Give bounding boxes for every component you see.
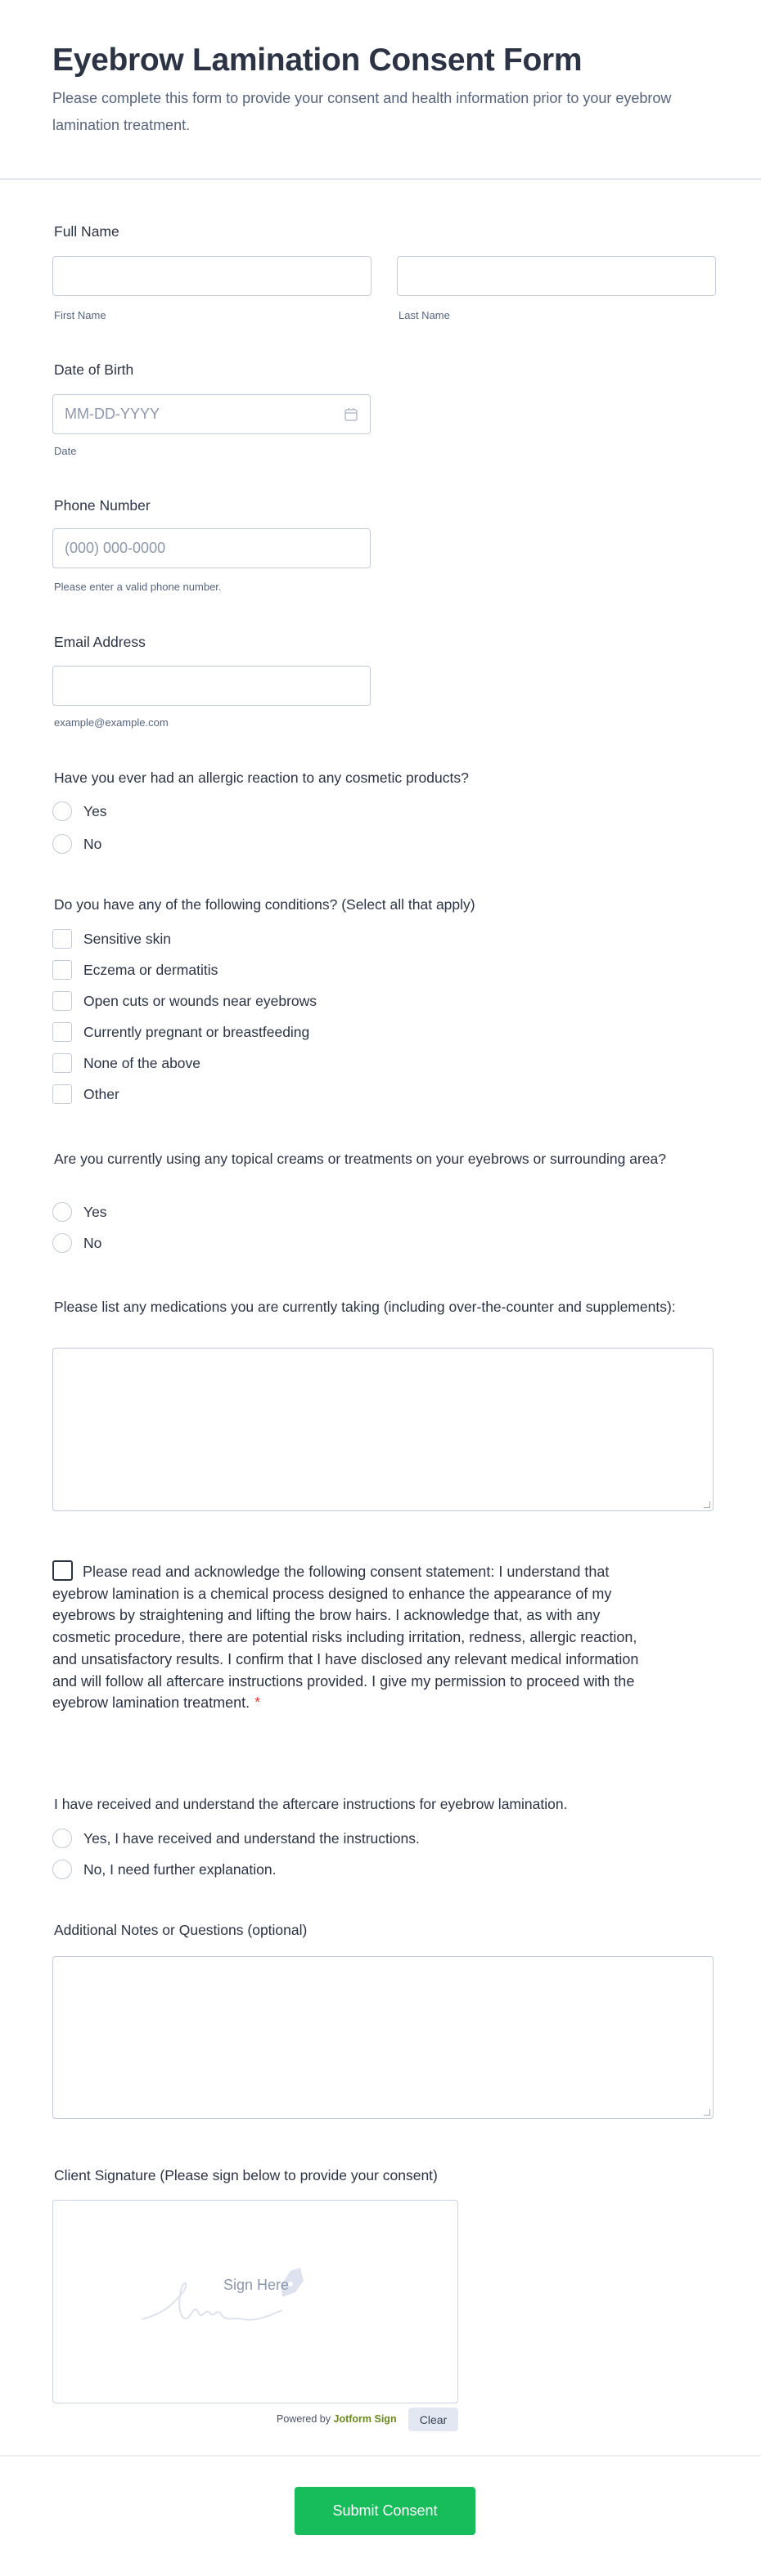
aftercare-question: I have received and understand the aftercare instructions for eyebrow lamination.: [54, 1796, 568, 1812]
email-label: Email Address: [54, 634, 146, 650]
notes-textarea[interactable]: [52, 1956, 714, 2119]
first-name-sublabel: First Name: [54, 309, 106, 321]
radio-button[interactable]: [52, 801, 72, 821]
clear-signature-button[interactable]: Clear: [408, 2408, 458, 2431]
submit-button[interactable]: Submit Consent: [295, 2487, 475, 2535]
checkbox[interactable]: [52, 960, 72, 980]
page-subtitle: Please complete this form to provide your consent and health information prior to your eyebrow lamination treatment.: [52, 90, 672, 133]
powered-by[interactable]: [277, 2413, 397, 2425]
condition-option[interactable]: [52, 1084, 119, 1105]
radio-button[interactable]: [52, 1202, 72, 1222]
medications-question: Please list any medications you are currently taking (including over-the-counter and supplements):: [54, 1299, 676, 1315]
option-label: None of the above: [83, 1054, 201, 1071]
dob-sublabel: Date: [54, 445, 77, 457]
page-title: Eyebrow Lamination Consent Form: [52, 43, 583, 78]
header-divider: [0, 178, 761, 180]
checkbox[interactable]: [52, 1053, 72, 1073]
topical-option-no[interactable]: [52, 1232, 101, 1254]
phone-sublabel: Please enter a valid phone number.: [54, 581, 222, 593]
first-name-input[interactable]: [52, 256, 371, 296]
consent-statement[interactable]: [52, 1560, 642, 1714]
powered-by-text: Powered by: [277, 2413, 331, 2425]
radio-button[interactable]: [52, 1233, 72, 1253]
allergic-question: Have you ever had an allergic reaction to any cosmetic products?: [54, 770, 469, 786]
notes-label: Additional Notes or Questions (optional): [54, 1922, 308, 1938]
signature-label: Client Signature (Please sign below to provide your consent): [54, 2167, 438, 2183]
resize-handle[interactable]: [704, 2109, 710, 2116]
option-label: Open cuts or wounds near eyebrows: [83, 992, 317, 1009]
aftercare-option-yes[interactable]: [52, 1828, 420, 1849]
option-label: Currently pregnant or breastfeeding: [83, 1023, 310, 1040]
medications-textarea[interactable]: [52, 1348, 714, 1511]
condition-option[interactable]: [52, 928, 171, 949]
phone-placeholder: (000) 000-0000: [65, 540, 166, 556]
option-label: Other: [83, 1085, 119, 1102]
allergic-option-yes[interactable]: [52, 801, 107, 822]
option-label: Sensitive skin: [83, 930, 171, 947]
jotform-sign-link[interactable]: Jotform Sign: [333, 2413, 397, 2425]
last-name-input[interactable]: [397, 256, 716, 296]
sign-here-placeholder: Sign Here: [223, 2277, 290, 2293]
footer-divider: [0, 2455, 761, 2457]
radio-button[interactable]: [52, 1860, 72, 1879]
option-label: No: [83, 1234, 102, 1251]
calendar-icon[interactable]: [344, 407, 358, 422]
radio-button[interactable]: [52, 1829, 72, 1848]
option-label: No, I need further explanation.: [83, 1860, 277, 1878]
last-name-sublabel: Last Name: [399, 309, 450, 321]
option-label: Eczema or dermatitis: [83, 961, 218, 978]
phone-label: Phone Number: [54, 497, 151, 514]
aftercare-option-no[interactable]: [52, 1859, 276, 1880]
option-label: Yes: [83, 802, 107, 819]
email-input[interactable]: [52, 666, 371, 706]
topical-question: Are you currently using any topical creams or treatments on your eyebrows or surrounding area?: [54, 1151, 667, 1167]
email-sublabel: example@example.com: [54, 716, 169, 729]
condition-option[interactable]: [52, 1052, 200, 1074]
resize-handle[interactable]: [704, 1501, 710, 1508]
checkbox[interactable]: [52, 929, 72, 949]
dob-input[interactable]: [52, 394, 371, 434]
required-asterisk: *: [254, 1694, 261, 1712]
checkbox[interactable]: [52, 1084, 72, 1104]
allergic-option-no[interactable]: [52, 833, 101, 855]
radio-button[interactable]: [52, 834, 72, 854]
consent-checkbox[interactable]: [52, 1560, 73, 1581]
dob-placeholder: MM-DD-YYYY: [65, 406, 160, 422]
condition-option[interactable]: [52, 959, 218, 981]
option-label: No: [83, 835, 102, 852]
checkbox[interactable]: [52, 1022, 72, 1042]
condition-option[interactable]: [52, 990, 317, 1012]
conditions-question: Do you have any of the following conditions? (Select all that apply): [54, 896, 475, 913]
option-label: Yes: [83, 1203, 107, 1220]
signature-pad[interactable]: [52, 2200, 458, 2403]
condition-option[interactable]: [52, 1021, 309, 1043]
full-name-label: Full Name: [54, 223, 119, 240]
dob-label: Date of Birth: [54, 361, 134, 378]
consent-text: Please read and acknowledge the following consent statement: I understand that eyebrow lamination is a chemical process designed to enhance the appearance of my eyebrows by straightening and lifting the brow hairs. I acknowledge that, as with any cosmetic procedure, there are potential risks including irritation, redness, allergic reaction, and unsatisfactory results. I confirm that I have disclosed any relevant medical information and will follow all aftercare instructions provided. I give my permission to proceed with the eyebrow lamination treatment.: [52, 1564, 639, 1712]
phone-input[interactable]: [52, 528, 371, 568]
checkbox[interactable]: [52, 991, 72, 1011]
option-label: Yes, I have received and understand the instructions.: [83, 1829, 420, 1847]
topical-option-yes[interactable]: [52, 1201, 107, 1223]
